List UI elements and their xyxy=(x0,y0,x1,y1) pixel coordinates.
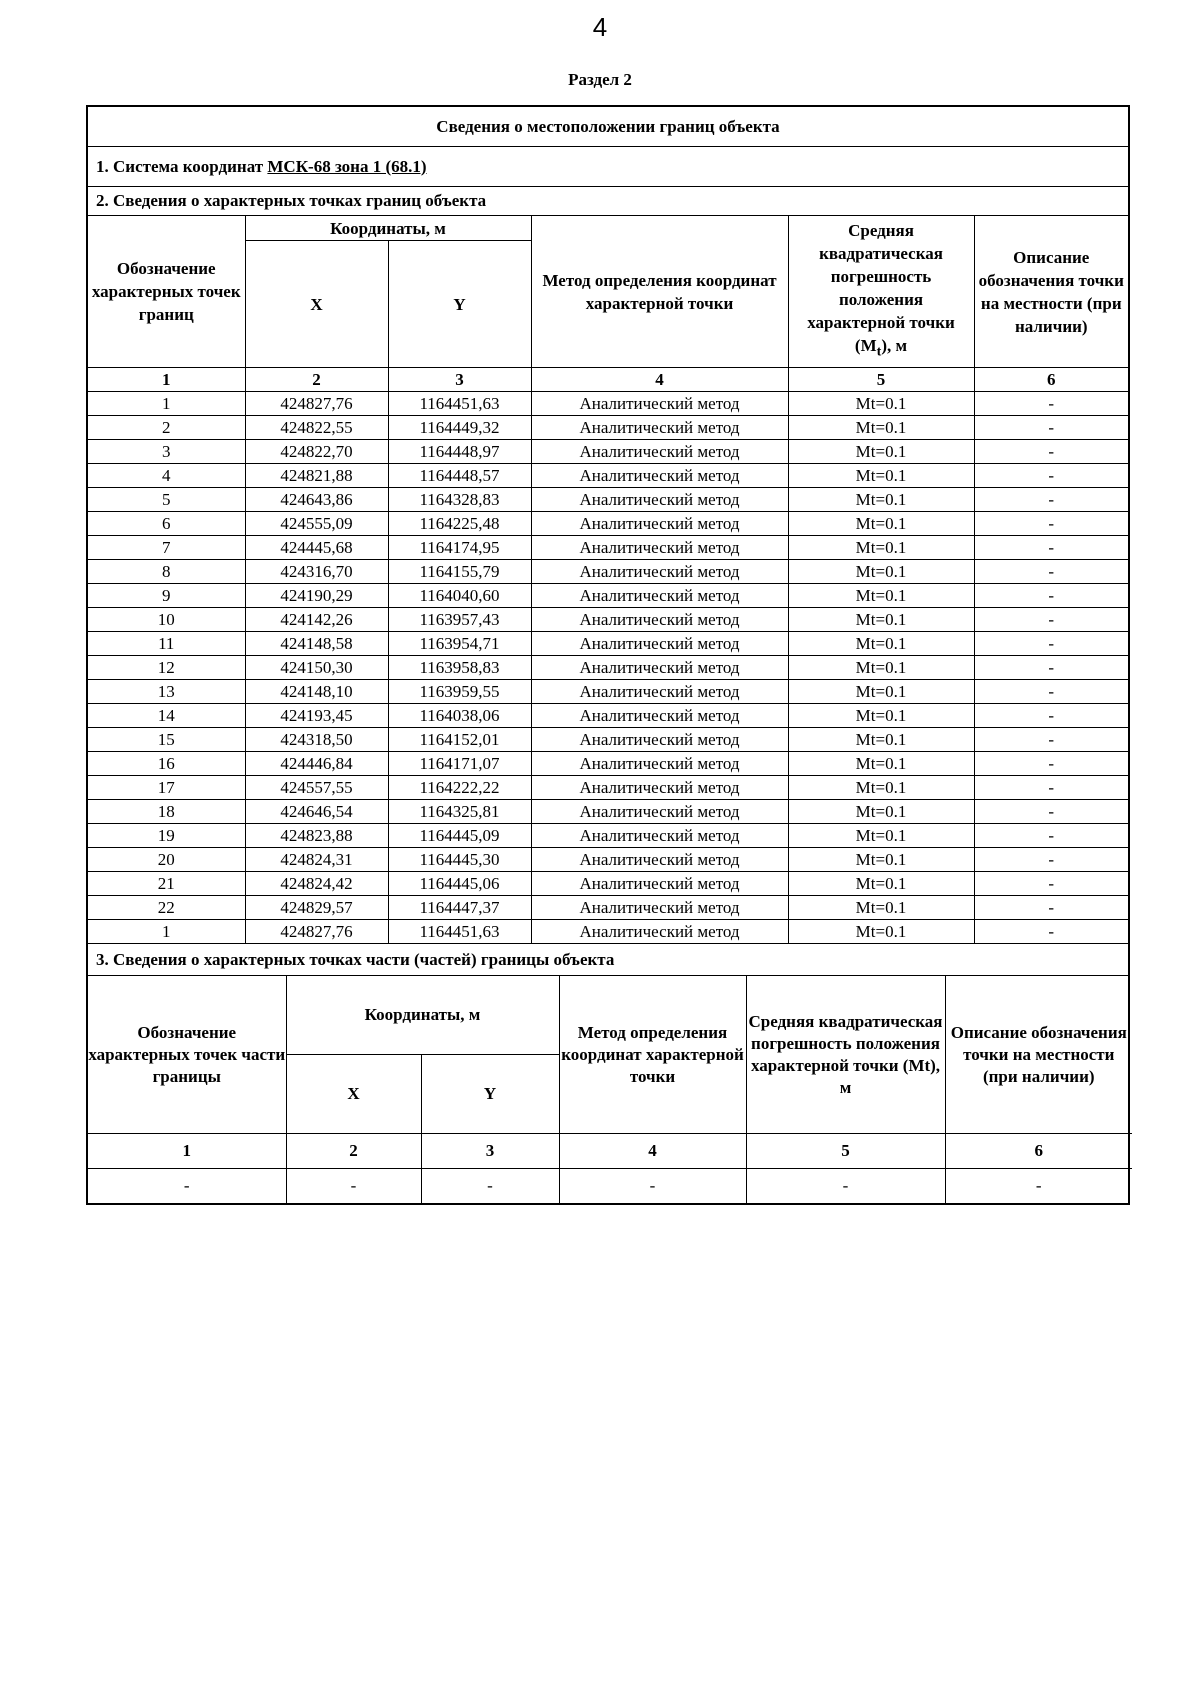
parts-header-y: Y xyxy=(421,1055,559,1134)
table-cell: - xyxy=(974,632,1128,656)
table-cell: 424318,50 xyxy=(245,728,388,752)
table-cell: 424646,54 xyxy=(245,800,388,824)
table-cell: 1164448,57 xyxy=(388,464,531,488)
table-cell: 13 xyxy=(88,680,245,704)
header-error-text: Средняя квадратическая погрешность положения характерной точки (M xyxy=(807,221,955,356)
table-cell: 6 xyxy=(88,512,245,536)
table-cell: 5 xyxy=(88,488,245,512)
parts-table-body xyxy=(88,976,1132,1203)
header-error-subscript: t xyxy=(876,343,882,360)
table-cell: Mt=0.1 xyxy=(788,632,974,656)
table-cell: Mt=0.1 xyxy=(788,824,974,848)
table-cell: 11 xyxy=(88,632,245,656)
table-cell: 424823,88 xyxy=(245,824,388,848)
section-title: Раздел 2 xyxy=(568,70,632,89)
table-cell: - xyxy=(974,584,1128,608)
table-cell: Аналитический метод xyxy=(531,704,788,728)
table-cell: 3 xyxy=(88,440,245,464)
table-cell: 1 xyxy=(88,392,245,416)
parts-header-coordinates: Координаты, м xyxy=(286,976,559,1055)
table-row xyxy=(88,704,1128,728)
table-cell: Аналитический метод xyxy=(531,680,788,704)
table-cell: Mt=0.1 xyxy=(788,464,974,488)
table-cell: 1164445,30 xyxy=(388,848,531,872)
table-cell: Mt=0.1 xyxy=(788,776,974,800)
table-row xyxy=(88,488,1128,512)
points-table-body xyxy=(88,216,1128,943)
page-number: 4 xyxy=(592,12,608,42)
table-row xyxy=(88,440,1128,464)
parts-header-method: Метод определения координат характерной точки xyxy=(559,976,746,1134)
table-cell: 1164328,83 xyxy=(388,488,531,512)
table-cell: 424316,70 xyxy=(245,560,388,584)
table-cell: 1164222,22 xyxy=(388,776,531,800)
column-number: 4 xyxy=(531,368,788,392)
table-cell: - xyxy=(974,512,1128,536)
table-row xyxy=(88,536,1128,560)
table-cell: Mt=0.1 xyxy=(788,704,974,728)
parts-header-description: Описание обозначения точки на местности (при наличии) xyxy=(945,976,1132,1134)
table-row xyxy=(88,680,1128,704)
parts-header-designation: Обозначение характерных точек части границы xyxy=(88,976,286,1134)
table-cell: 424827,76 xyxy=(245,392,388,416)
table-row xyxy=(88,632,1128,656)
table-cell: Аналитический метод xyxy=(531,728,788,752)
table-cell: 1164451,63 xyxy=(388,920,531,944)
table-row xyxy=(88,752,1128,776)
table-cell: 7 xyxy=(88,536,245,560)
column-number: 1 xyxy=(88,368,245,392)
table-cell: Mt=0.1 xyxy=(788,872,974,896)
table-cell: - xyxy=(974,416,1128,440)
table-cell: Mt=0.1 xyxy=(788,584,974,608)
table-cell: Аналитический метод xyxy=(531,920,788,944)
table-row xyxy=(88,824,1128,848)
table-cell: 4 xyxy=(88,464,245,488)
table-cell: 424142,26 xyxy=(245,608,388,632)
table-cell: Mt=0.1 xyxy=(788,680,974,704)
coordinate-system-label: 1. Система координат xyxy=(96,157,268,176)
table-cell: Аналитический метод xyxy=(531,416,788,440)
table-cell: - xyxy=(559,1169,746,1204)
parts-column-numbers-row xyxy=(88,1134,1132,1169)
column-number: 2 xyxy=(245,368,388,392)
table-cell: 10 xyxy=(88,608,245,632)
table-cell: Аналитический метод xyxy=(531,800,788,824)
table-cell: Mt=0.1 xyxy=(788,920,974,944)
column-number: 4 xyxy=(559,1134,746,1169)
header-error-unit: ), м xyxy=(881,336,908,356)
table-cell: 424445,68 xyxy=(245,536,388,560)
table-cell: Аналитический метод xyxy=(531,440,788,464)
table-cell: 17 xyxy=(88,776,245,800)
table-cell: Аналитический метод xyxy=(531,824,788,848)
table-cell: 424824,31 xyxy=(245,848,388,872)
parts-table xyxy=(88,976,1132,1203)
table-cell: 1164152,01 xyxy=(388,728,531,752)
table-row xyxy=(88,392,1128,416)
table-cell: Аналитический метод xyxy=(531,656,788,680)
table-cell: 1163958,83 xyxy=(388,656,531,680)
table-cell: 1164449,32 xyxy=(388,416,531,440)
table-row xyxy=(88,608,1128,632)
table-cell: 424821,88 xyxy=(245,464,388,488)
table-cell: 424555,09 xyxy=(245,512,388,536)
table-cell: 8 xyxy=(88,560,245,584)
table-cell: - xyxy=(974,440,1128,464)
header-description: Описание обозначения точки на местности (при наличии) xyxy=(974,216,1128,368)
points-column-numbers-row xyxy=(88,368,1128,392)
parts-header-error: Средняя квадратическая погрешность положения характерной точки (Mt), м xyxy=(746,976,945,1134)
table-cell: 2 xyxy=(88,416,245,440)
table-cell: 424446,84 xyxy=(245,752,388,776)
table-cell: - xyxy=(974,896,1128,920)
table-cell: Аналитический метод xyxy=(531,752,788,776)
points-table xyxy=(88,216,1128,943)
table-row xyxy=(88,896,1128,920)
table-cell: - xyxy=(945,1169,1132,1204)
table-cell: Mt=0.1 xyxy=(788,536,974,560)
table-cell: - xyxy=(974,848,1128,872)
coordinate-system-line xyxy=(88,147,1128,187)
table-row xyxy=(88,1169,1132,1204)
table-cell: Аналитический метод xyxy=(531,608,788,632)
table-cell: 1164155,79 xyxy=(388,560,531,584)
table-cell: - xyxy=(974,536,1128,560)
table-cell: - xyxy=(974,680,1128,704)
table-cell: - xyxy=(974,728,1128,752)
column-number: 1 xyxy=(88,1134,286,1169)
table-cell: 19 xyxy=(88,824,245,848)
table-cell: 1164445,06 xyxy=(388,872,531,896)
points-header-row xyxy=(88,216,1128,241)
table-cell: 424148,58 xyxy=(245,632,388,656)
table-row xyxy=(88,656,1128,680)
table-cell: - xyxy=(974,872,1128,896)
table-cell: 424148,10 xyxy=(245,680,388,704)
table-cell: 20 xyxy=(88,848,245,872)
table-cell: Mt=0.1 xyxy=(788,848,974,872)
table-cell: - xyxy=(974,488,1128,512)
table-cell: Аналитический метод xyxy=(531,872,788,896)
table-cell: Mt=0.1 xyxy=(788,440,974,464)
table-cell: 424822,70 xyxy=(245,440,388,464)
table-cell: Аналитический метод xyxy=(531,776,788,800)
table-cell: Mt=0.1 xyxy=(788,512,974,536)
table-cell: 1164451,63 xyxy=(388,392,531,416)
table-cell: Аналитический метод xyxy=(531,488,788,512)
table-cell: Аналитический метод xyxy=(531,464,788,488)
table-cell: Mt=0.1 xyxy=(788,560,974,584)
table-cell: - xyxy=(974,656,1128,680)
table-cell: Аналитический метод xyxy=(531,512,788,536)
table-cell: - xyxy=(974,392,1128,416)
table-cell: Mt=0.1 xyxy=(788,800,974,824)
table-cell: Аналитический метод xyxy=(531,632,788,656)
table-row xyxy=(88,560,1128,584)
table-cell: 15 xyxy=(88,728,245,752)
table-cell: - xyxy=(286,1169,421,1204)
table-cell: Аналитический метод xyxy=(531,584,788,608)
table-row xyxy=(88,512,1128,536)
table-cell: 21 xyxy=(88,872,245,896)
table-cell: 18 xyxy=(88,800,245,824)
table-cell: - xyxy=(974,800,1128,824)
table-cell: 1164447,37 xyxy=(388,896,531,920)
table-cell: Аналитический метод xyxy=(531,560,788,584)
header-y: Y xyxy=(388,241,531,368)
table-cell: 1 xyxy=(88,920,245,944)
table-cell: - xyxy=(421,1169,559,1204)
table-cell: 1163957,43 xyxy=(388,608,531,632)
column-number: 3 xyxy=(421,1134,559,1169)
table-cell: 424829,57 xyxy=(245,896,388,920)
table-cell: - xyxy=(88,1169,286,1204)
table-cell: 424557,55 xyxy=(245,776,388,800)
table-cell: 424193,45 xyxy=(245,704,388,728)
points-section-title: 2. Сведения о характерных точках границ объекта xyxy=(88,187,1128,216)
column-number: 6 xyxy=(945,1134,1132,1169)
table-row xyxy=(88,416,1128,440)
table-row xyxy=(88,920,1128,944)
header-error xyxy=(788,216,974,368)
table-cell: 16 xyxy=(88,752,245,776)
table-cell: 1163959,55 xyxy=(388,680,531,704)
table-cell: Аналитический метод xyxy=(531,896,788,920)
parts-header-row xyxy=(88,976,1132,1055)
table-cell: Mt=0.1 xyxy=(788,416,974,440)
table-cell: 1164325,81 xyxy=(388,800,531,824)
table-cell: 424150,30 xyxy=(245,656,388,680)
table-cell: - xyxy=(974,776,1128,800)
table-cell: 12 xyxy=(88,656,245,680)
table-cell: Mt=0.1 xyxy=(788,656,974,680)
parts-header-x: X xyxy=(286,1055,421,1134)
table-cell: Mt=0.1 xyxy=(788,896,974,920)
table-cell: Аналитический метод xyxy=(531,536,788,560)
column-number: 5 xyxy=(788,368,974,392)
table-cell: 424822,55 xyxy=(245,416,388,440)
table-row xyxy=(88,872,1128,896)
table-cell: Mt=0.1 xyxy=(788,392,974,416)
table-cell: 9 xyxy=(88,584,245,608)
table-cell: 1164448,97 xyxy=(388,440,531,464)
header-coordinates: Координаты, м xyxy=(245,216,531,241)
table-cell: 22 xyxy=(88,896,245,920)
table-cell: - xyxy=(974,752,1128,776)
table-cell: Mt=0.1 xyxy=(788,728,974,752)
boundary-info-frame xyxy=(86,105,1130,1205)
table-row xyxy=(88,728,1128,752)
column-number: 2 xyxy=(286,1134,421,1169)
table-row xyxy=(88,848,1128,872)
table-cell: - xyxy=(974,704,1128,728)
table-cell: 1164040,60 xyxy=(388,584,531,608)
table-row xyxy=(88,800,1128,824)
table-cell: Аналитический метод xyxy=(531,848,788,872)
table-cell: Mt=0.1 xyxy=(788,608,974,632)
table-row xyxy=(88,464,1128,488)
table-cell: 1164225,48 xyxy=(388,512,531,536)
table-cell: - xyxy=(974,920,1128,944)
main-title: Сведения о местоположении границ объекта xyxy=(88,107,1128,147)
table-cell: - xyxy=(974,608,1128,632)
table-cell: 1164171,07 xyxy=(388,752,531,776)
header-designation: Обозначение характерных точек границ xyxy=(88,216,245,368)
table-cell: 424824,42 xyxy=(245,872,388,896)
table-cell: 1164445,09 xyxy=(388,824,531,848)
table-cell: Mt=0.1 xyxy=(788,488,974,512)
table-cell: 1164174,95 xyxy=(388,536,531,560)
table-cell: 1163954,71 xyxy=(388,632,531,656)
header-x: X xyxy=(245,241,388,368)
table-cell: - xyxy=(974,560,1128,584)
table-cell: 14 xyxy=(88,704,245,728)
column-number: 3 xyxy=(388,368,531,392)
column-number: 6 xyxy=(974,368,1128,392)
column-number: 5 xyxy=(746,1134,945,1169)
parts-section-title: 3. Сведения о характерных точках части (частей) границы объекта xyxy=(88,943,1128,976)
table-cell: 424643,86 xyxy=(245,488,388,512)
table-cell: - xyxy=(746,1169,945,1204)
table-cell: 424827,76 xyxy=(245,920,388,944)
table-cell: Mt=0.1 xyxy=(788,752,974,776)
coordinate-system-value: МСК-68 зона 1 (68.1) xyxy=(267,157,427,176)
table-row xyxy=(88,776,1128,800)
header-method: Метод определения координат характерной точки xyxy=(531,216,788,368)
table-cell: 424190,29 xyxy=(245,584,388,608)
table-cell: 1164038,06 xyxy=(388,704,531,728)
table-cell: - xyxy=(974,824,1128,848)
table-cell: - xyxy=(974,464,1128,488)
table-cell: Аналитический метод xyxy=(531,392,788,416)
table-row xyxy=(88,584,1128,608)
